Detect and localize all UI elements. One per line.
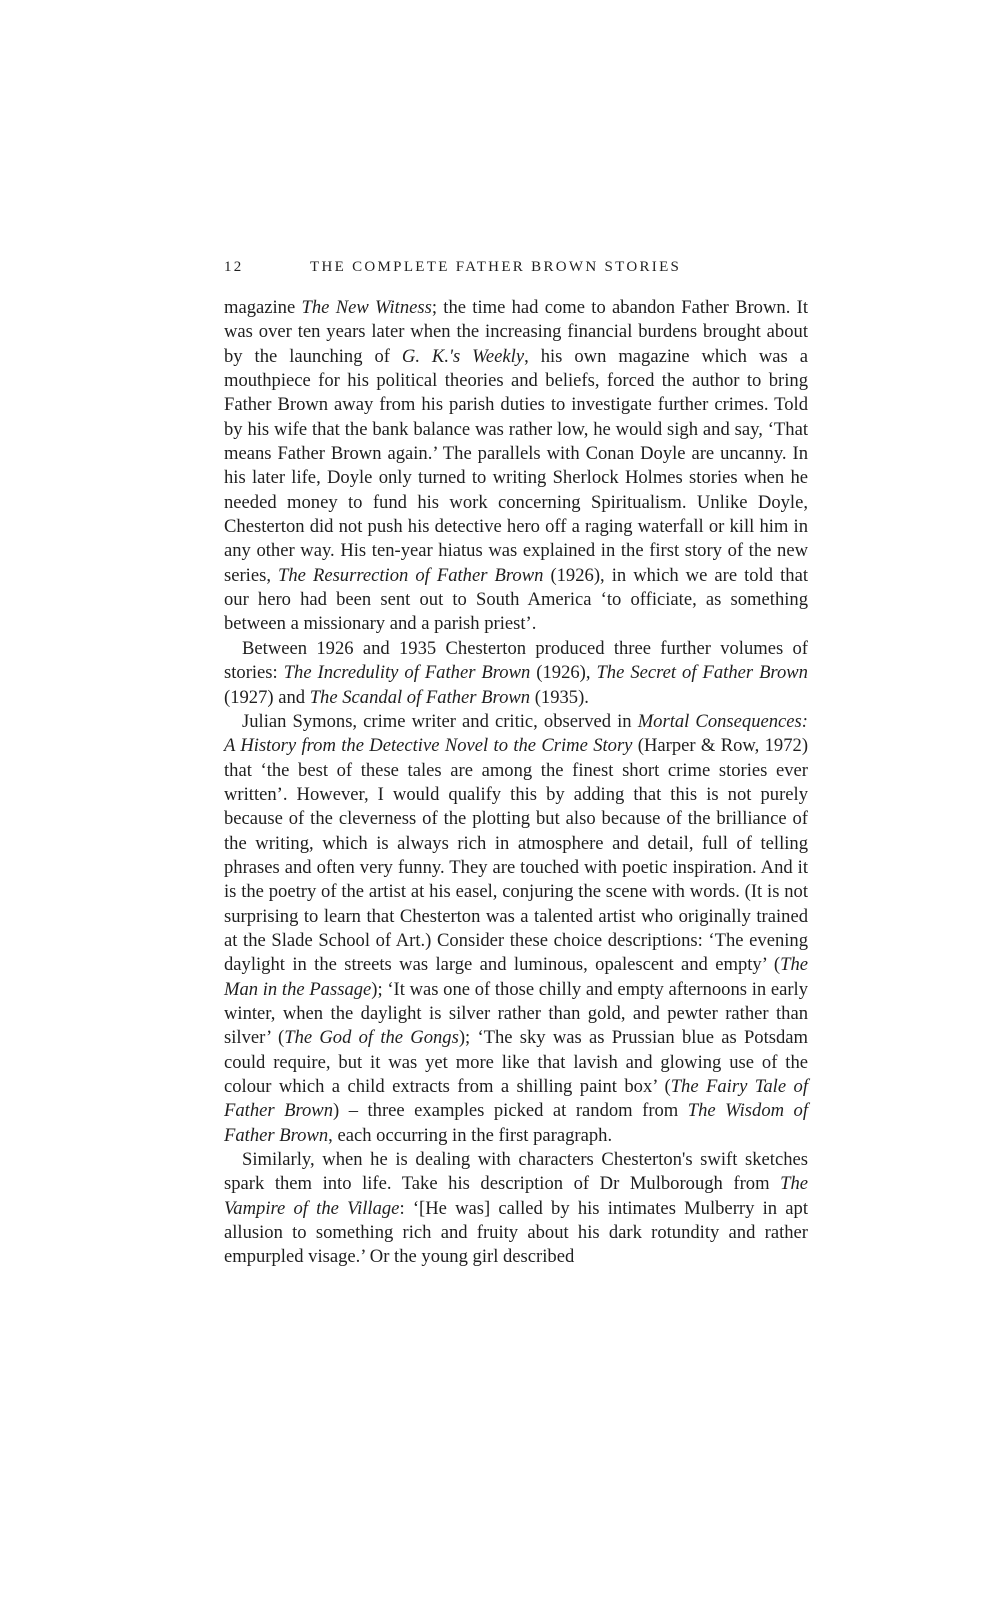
- text-run: (1927) and: [224, 686, 310, 708]
- italic-title: The Incredulity of Father Brown: [283, 662, 531, 684]
- running-title: THE COMPLETE FATHER BROWN STORIES: [310, 259, 682, 275]
- running-header: [224, 259, 808, 283]
- paragraph: [224, 296, 808, 637]
- text-run: ); ‘It was one of those chilly and empty afternoons in early winter, when the daylight is silver rather than gold, and pewter rather than silver’ (: [224, 978, 808, 1049]
- paragraph: [224, 710, 808, 1148]
- text-run: Similarly, when he is dealing with characters Chesterton's swift sketches spark them into life. Take his description of Dr Mulborough from: [224, 1149, 808, 1195]
- text-run: (1935).: [530, 686, 589, 708]
- italic-title: The Vampire of the Village: [224, 1173, 808, 1219]
- italic-title: Mortal Consequences: A History from the Detective Novel to the Crime Story: [224, 710, 808, 757]
- italic-title: The God of the Gongs: [284, 1027, 459, 1049]
- paragraph: [224, 1148, 808, 1270]
- text-run: ; the time had come to abandon Father Brown. It was over ten years later when the increasing financial burdens brought about by the launching of: [224, 297, 808, 367]
- text-run: Julian Symons, crime writer and critic, observed in: [242, 710, 638, 732]
- italic-title: The Wisdom of Father Brown: [224, 1100, 808, 1146]
- italic-title: The Secret of Father Brown: [596, 662, 808, 684]
- text-run: ) – three examples picked at random from: [333, 1100, 688, 1122]
- italic-title: The Man in the Passage: [224, 954, 808, 1000]
- italic-title: The Resurrection of Father Brown: [278, 564, 544, 586]
- text-run: Between 1926 and 1935 Chesterton produced three further volumes of stories:: [224, 637, 808, 684]
- page-number: 12: [224, 259, 244, 275]
- paragraph: [224, 637, 808, 710]
- text-run: : ‘[He was] called by his intimates Mulberry in apt allusion to something rich and fruity about his dark rotundity and rather empurpled visage.’ Or the young girl described: [224, 1197, 808, 1268]
- italic-title: The New Witness: [301, 297, 432, 318]
- italic-title: G. K.'s Weekly: [401, 345, 525, 367]
- text-run: ); ‘The sky was as Prussian blue as Potsdam could require, but it was yet more like that lavish and glowing use of the colour which a child extracts from a shilling paint box’ (: [224, 1027, 808, 1097]
- text-run: , his own magazine which was a mouthpiece for his political theories and beliefs, forced the author to bring Father Brown away from his parish duties to investigate further crimes. Told by his wife that the bank balance was rather low, he would sigh and say, ‘That means Father Brown again.’ The parallels with Conan Doyle are uncanny. In his later life, Doyle only turned to writing Sherlock Holmes stories when he needed money to fund his work concerning Spiritualism. Unlike Doyle, Chesterton did not push his detective hero off a raging waterfall or kill him in any other way. His ten-year hiatus was explained in the first story of the new series,: [224, 345, 808, 586]
- text-run: (Harper & Row, 1972) that ‘the best of these tales are among the finest short crime stories ever written’. However, I would qualify this by adding that this is not purely because of the cleverness of the plotting but also because of the brilliance of the writing, which is always rich in atmosphere and detail, full of telling phrases and often very funny. They are touched with poetic inspiration. And it is the poetry of the artist at his easel, conjuring the scene with words. (It is not surprising to learn that Chesterton was a talented artist who originally trained at the Slade School of Art.) Consider these choice descriptions: ‘The evening daylight in the streets was large and luminous, opalescent and empty’ (: [224, 735, 809, 976]
- text-run: magazine: [224, 297, 302, 318]
- italic-title: The Scandal of Father Brown: [309, 686, 531, 708]
- italic-title: The Fairy Tale of Father Brown: [224, 1076, 808, 1122]
- text-run: (1926),: [530, 662, 597, 684]
- text-run: (1926), in which we are told that our hero had been sent out to South America ‘to officiate, as something between a missionary and a parish priest’.: [224, 564, 808, 635]
- text-run: , each occurring in the first paragraph.: [328, 1124, 613, 1146]
- body-text: [224, 296, 808, 1270]
